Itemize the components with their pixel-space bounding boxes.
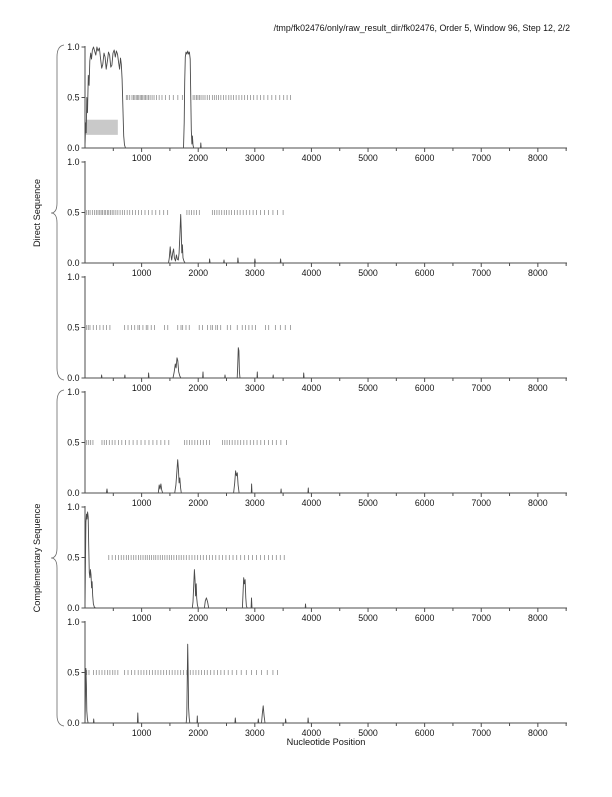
y-tick-label: 1.0 (67, 157, 80, 167)
x-tick-label: 2000 (188, 153, 209, 163)
x-tick-label: 5000 (358, 153, 378, 163)
x-tick-label: 6000 (414, 268, 435, 278)
probability-curve (85, 512, 567, 608)
direct-brace (51, 45, 64, 380)
x-tick-label: 8000 (528, 383, 548, 393)
complementary-sequence-label: Complementary Sequence (32, 503, 42, 613)
x-tick-label: 8000 (528, 613, 548, 623)
y-tick-label: 0.5 (67, 552, 80, 563)
x-tick-label: 1000 (131, 498, 152, 508)
x-tick-label: 6000 (414, 153, 435, 163)
x-tick-label: 1000 (131, 383, 152, 393)
x-tick-label: 3000 (245, 613, 265, 623)
x-tick-label: 3000 (245, 498, 265, 508)
probability-curve (85, 348, 567, 378)
plot-title: /tmp/fk02476/only/raw_result_dir/fk02476, Order 5, Window 96, Step 12, 2/2 (273, 23, 570, 33)
direct-sequence-label: Direct Sequence (32, 179, 42, 247)
probability-curve (85, 644, 567, 723)
x-tick-label: 6000 (414, 728, 435, 738)
x-tick-label: 5000 (358, 268, 378, 278)
panel-complementary-frame-2 (67, 502, 567, 623)
x-tick-label: 2000 (188, 498, 209, 508)
panel-direct-frame-2 (67, 157, 567, 278)
x-tick-label: 7000 (471, 383, 492, 393)
x-tick-label: 8000 (528, 153, 548, 163)
y-tick-label: 0.5 (67, 437, 80, 448)
x-tick-label: 1000 (131, 613, 152, 623)
x-axis-title: Nucleotide Position (286, 737, 366, 747)
x-tick-label: 7000 (471, 728, 492, 738)
x-tick-label: 8000 (528, 498, 548, 508)
x-tick-label: 6000 (414, 383, 435, 393)
y-tick-label: 0.0 (67, 373, 80, 383)
x-tick-label: 5000 (358, 728, 378, 738)
panel-direct-frame-3 (67, 272, 567, 393)
y-tick-label: 0.0 (67, 603, 80, 613)
y-tick-label: 1.0 (67, 617, 80, 627)
x-tick-label: 6000 (414, 613, 435, 623)
x-tick-label: 2000 (188, 268, 209, 278)
y-tick-label: 0.0 (67, 718, 80, 728)
panel-direct-frame-1 (67, 42, 567, 163)
x-tick-label: 4000 (301, 613, 322, 623)
x-tick-label: 4000 (301, 268, 322, 278)
x-tick-label: 4000 (301, 383, 322, 393)
x-tick-label: 1000 (131, 268, 152, 278)
complementary-brace (51, 390, 64, 726)
x-tick-label: 8000 (528, 268, 548, 278)
x-tick-label: 5000 (358, 498, 378, 508)
x-tick-label: 2000 (188, 383, 209, 393)
y-tick-label: 0.0 (67, 143, 80, 153)
x-tick-label: 2000 (188, 613, 209, 623)
probability-curve (85, 460, 567, 493)
x-tick-label: 7000 (471, 153, 492, 163)
x-tick-label: 3000 (245, 728, 265, 738)
x-tick-label: 5000 (358, 383, 378, 393)
x-tick-label: 4000 (301, 498, 322, 508)
panels-group (67, 42, 567, 738)
x-tick-label: 5000 (358, 613, 378, 623)
y-tick-label: 0.5 (67, 322, 80, 333)
region-marker-box (86, 120, 118, 135)
x-tick-label: 3000 (245, 383, 265, 393)
y-tick-label: 0.0 (67, 258, 80, 268)
y-tick-label: 1.0 (67, 502, 80, 512)
x-tick-label: 3000 (245, 268, 265, 278)
x-tick-label: 1000 (131, 153, 152, 163)
x-tick-label: 1000 (131, 728, 152, 738)
probability-curve (85, 215, 567, 264)
y-tick-label: 0.5 (67, 207, 80, 218)
x-tick-label: 7000 (471, 613, 492, 623)
x-tick-label: 4000 (301, 153, 322, 163)
x-tick-label: 4000 (301, 728, 322, 738)
x-tick-label: 6000 (414, 498, 435, 508)
y-tick-label: 0.0 (67, 488, 80, 498)
x-tick-label: 3000 (245, 153, 265, 163)
panel-complementary-frame-1 (67, 387, 567, 508)
y-tick-label: 0.5 (67, 667, 80, 678)
probability-curve (85, 47, 567, 148)
panel-complementary-frame-3 (67, 617, 567, 738)
x-tick-label: 8000 (528, 728, 548, 738)
y-tick-label: 1.0 (67, 42, 80, 52)
y-tick-label: 0.5 (67, 92, 80, 103)
x-tick-label: 7000 (471, 498, 492, 508)
y-tick-label: 1.0 (67, 387, 80, 397)
x-tick-label: 7000 (471, 268, 492, 278)
y-tick-label: 1.0 (67, 272, 80, 282)
x-tick-label: 2000 (188, 728, 209, 738)
